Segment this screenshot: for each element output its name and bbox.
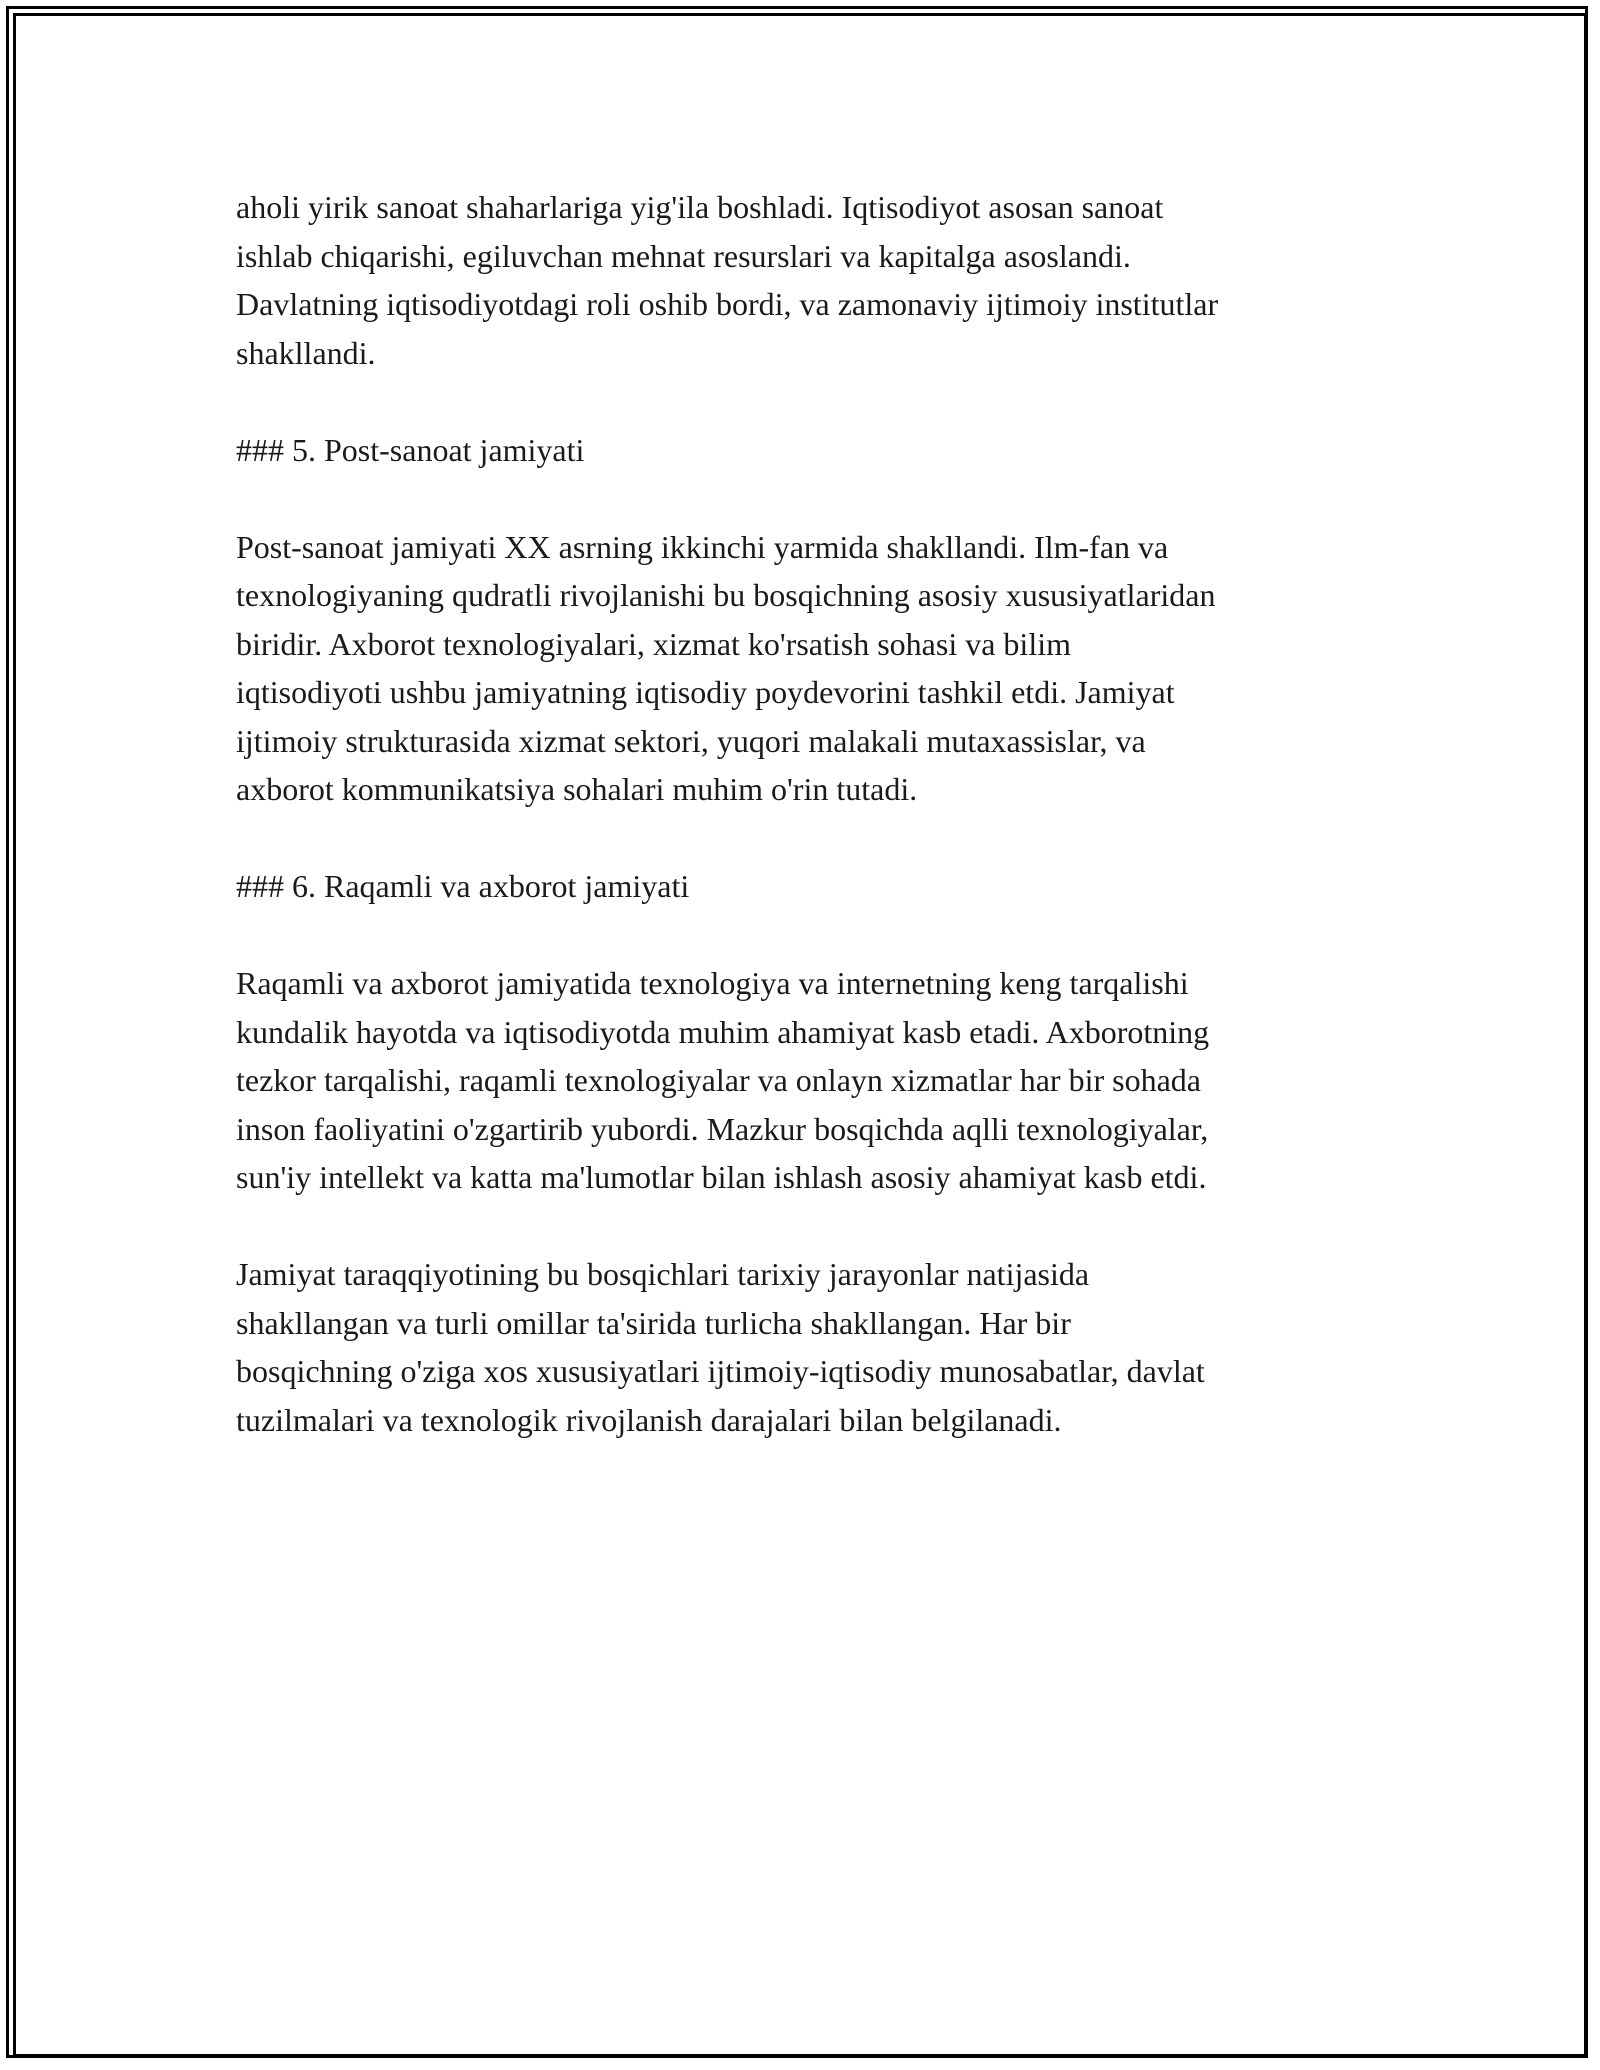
- paragraph-digital-information-society: Raqamli va axborot jamiyatida texnologiya va internetning keng tarqalishi kundalik hayotda va iqtisodiyotda muhim ahamiyat kasb etadi. Axborotning tezkor tarqalishi, raqamli texnologiyalar va onlayn xizmatlar har bir sohada inson faoliyatini o'zgartirib yubordi. Mazkur bosqichda aqlli texnologiyalar, sun'iy intellekt va katta ma'lumotlar bilan ishlash asosiy ahamiyat kasb etdi.: [236, 965, 1210, 1195]
- heading-post-industrial-society: ### 5. Post-sanoat jamiyati: [236, 431, 585, 468]
- paragraph-post-industrial-society: Post-sanoat jamiyati XX asrning ikkinchi yarmida shakllandi. Ilm-fan va texnologiyaning qudratli rivojlanishi bu bosqichning asosiy xususiyatlaridan biridir. Axborot texnologiyalari, xizmat ko'rsatish sohasi va bilim iqtisodiyoti ushbu jamiyatning iqtisodiy poydevorini tashkil etdi. Jamiyat ijtimoiy strukturasida xizmat sektori, yuqori malakali mutaxassislar, va axborot kommunikatsiya sohalari muhim o'rin tutadi.: [236, 528, 1216, 807]
- document-body: [236, 183, 1376, 1493]
- heading-digital-information-society: ### 6. Raqamli va axborot jamiyati: [236, 868, 690, 904]
- paragraph-conclusion: Jamiyat taraqqiyotining bu bosqichlari tarixiy jarayonlar natijasida shakllangan va turli omillar ta'sirida turlicha shakllangan. Har bir bosqichning o'ziga xos xususiyatlari ijtimoiy-iqtisodiy munosabatlar, davlat tuzilmalari va texnologik rivojlanish darajalari bilan belgilanadi.: [236, 1256, 1205, 1438]
- paragraph-industrial-society-end: aholi yirik sanoat shaharlariga yig'ila boshladi. Iqtisodiyot asosan sanoat ishlab chiqarishi, egiluvchan mehnat resurslari va kapitalga asoslandi. Davlatning iqtisodiyotdagi roli oshib bordi, va zamonaviy ijtimoiy institutlar shakllandi.: [236, 189, 1219, 371]
